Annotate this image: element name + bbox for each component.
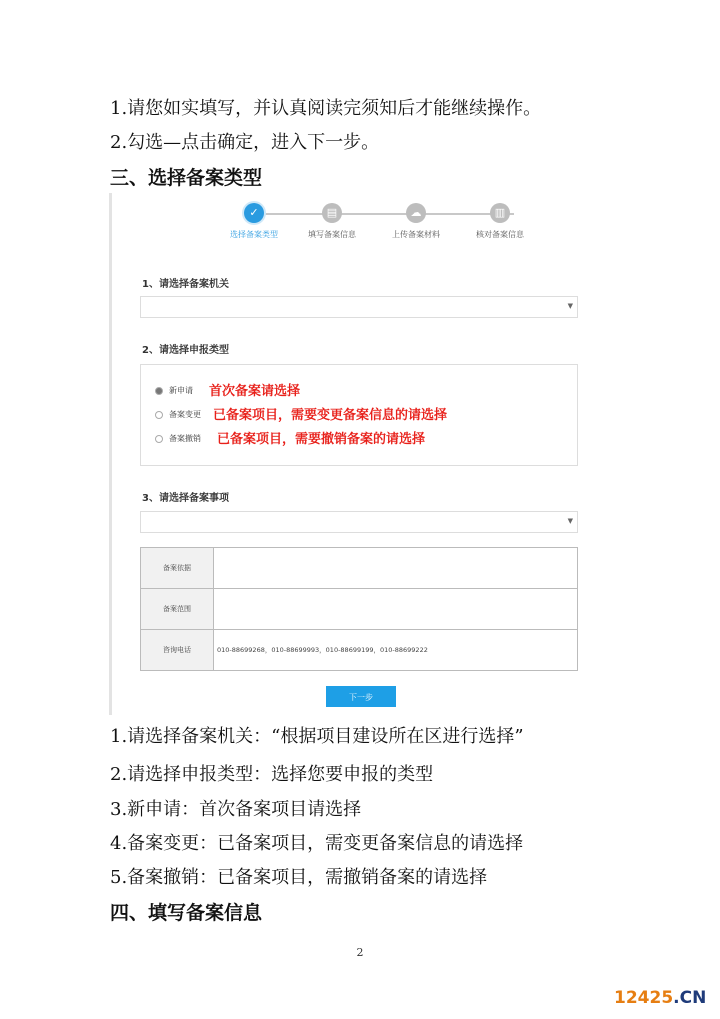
authority-select[interactable] <box>140 296 578 318</box>
option-cancel[interactable] <box>155 433 201 444</box>
table-row <box>141 630 577 670</box>
check-icon: ✓ <box>244 203 264 223</box>
table-row-value: 010-88699268，010-88699993，010-88699199，010-88699222 <box>217 646 428 654</box>
document-icon: ▥ <box>490 203 510 223</box>
table-row-label: 备案依据 <box>141 548 214 588</box>
form-icon: ▤ <box>322 203 342 223</box>
option-change[interactable] <box>155 409 201 420</box>
step-4[interactable] <box>458 201 542 240</box>
section-4-title: 四、填写备案信息 <box>110 902 263 924</box>
chevron-down-icon: ▼ <box>567 517 573 525</box>
option-label: 备案撤销 <box>169 434 201 443</box>
declaration-type-group <box>140 364 578 466</box>
intro-line-1: 1.请您如实填写，并认真阅读完须知后才能继续操作。 <box>110 98 542 119</box>
matter-select[interactable] <box>140 511 578 533</box>
radio-selected-icon[interactable] <box>155 387 163 395</box>
chevron-down-icon: ▼ <box>567 302 573 310</box>
info-table <box>140 547 578 671</box>
table-row-label: 咨询电话 <box>141 630 214 670</box>
option-note: 已备案项目，需要撤销备案的请选择 <box>217 432 426 447</box>
intro-line-2: 2.勾选—点击确定，进入下一步。 <box>110 132 380 153</box>
watermark-logo <box>614 988 706 1008</box>
step-3[interactable] <box>374 201 458 240</box>
step-2[interactable] <box>290 201 374 240</box>
outro-line-5: 5.备案撤销：已备案项目，需撤销备案的请选择 <box>110 867 488 888</box>
outro-line-1: 1.请选择备案机关：“根据项目建设所在区进行选择” <box>110 726 524 747</box>
table-row <box>141 548 577 589</box>
page-number: 2 <box>356 946 364 959</box>
table-row <box>141 589 577 630</box>
option-label: 新申请 <box>169 386 193 395</box>
outro-line-3: 3.新申请：首次备案项目请选择 <box>110 799 362 820</box>
step-3-label: 上传备案材料 <box>392 230 440 239</box>
next-step-button[interactable]: 下一步 <box>326 686 396 707</box>
q3-label: 3、请选择备案事项 <box>142 493 229 504</box>
section-3-title: 三、选择备案类型 <box>110 167 263 189</box>
q2-label: 2、请选择申报类型 <box>142 345 229 356</box>
q1-label: 1、请选择备案机关 <box>142 279 229 290</box>
step-4-label: 核对备案信息 <box>476 230 524 239</box>
outro-line-4: 4.备案变更：已备案项目，需变更备案信息的请选择 <box>110 833 524 854</box>
step-progress <box>212 201 552 241</box>
option-note: 首次备案请选择 <box>209 384 301 399</box>
option-new-application[interactable] <box>155 385 193 396</box>
watermark-number: 12425 <box>614 988 674 1008</box>
option-label: 备案变更 <box>169 410 201 419</box>
embedded-screenshot <box>109 193 604 715</box>
outro-line-2: 2.请选择申报类型：选择您要申报的类型 <box>110 764 434 785</box>
table-row-label: 备案范围 <box>141 589 214 629</box>
watermark-suffix: .CN <box>673 988 707 1008</box>
radio-icon[interactable] <box>155 435 163 443</box>
upload-cloud-icon: ☁ <box>406 203 426 223</box>
step-1-label: 选择备案类型 <box>230 230 278 239</box>
step-1[interactable] <box>212 201 296 240</box>
option-note: 已备案项目，需要变更备案信息的请选择 <box>213 408 448 423</box>
radio-icon[interactable] <box>155 411 163 419</box>
step-2-label: 填写备案信息 <box>308 230 356 239</box>
